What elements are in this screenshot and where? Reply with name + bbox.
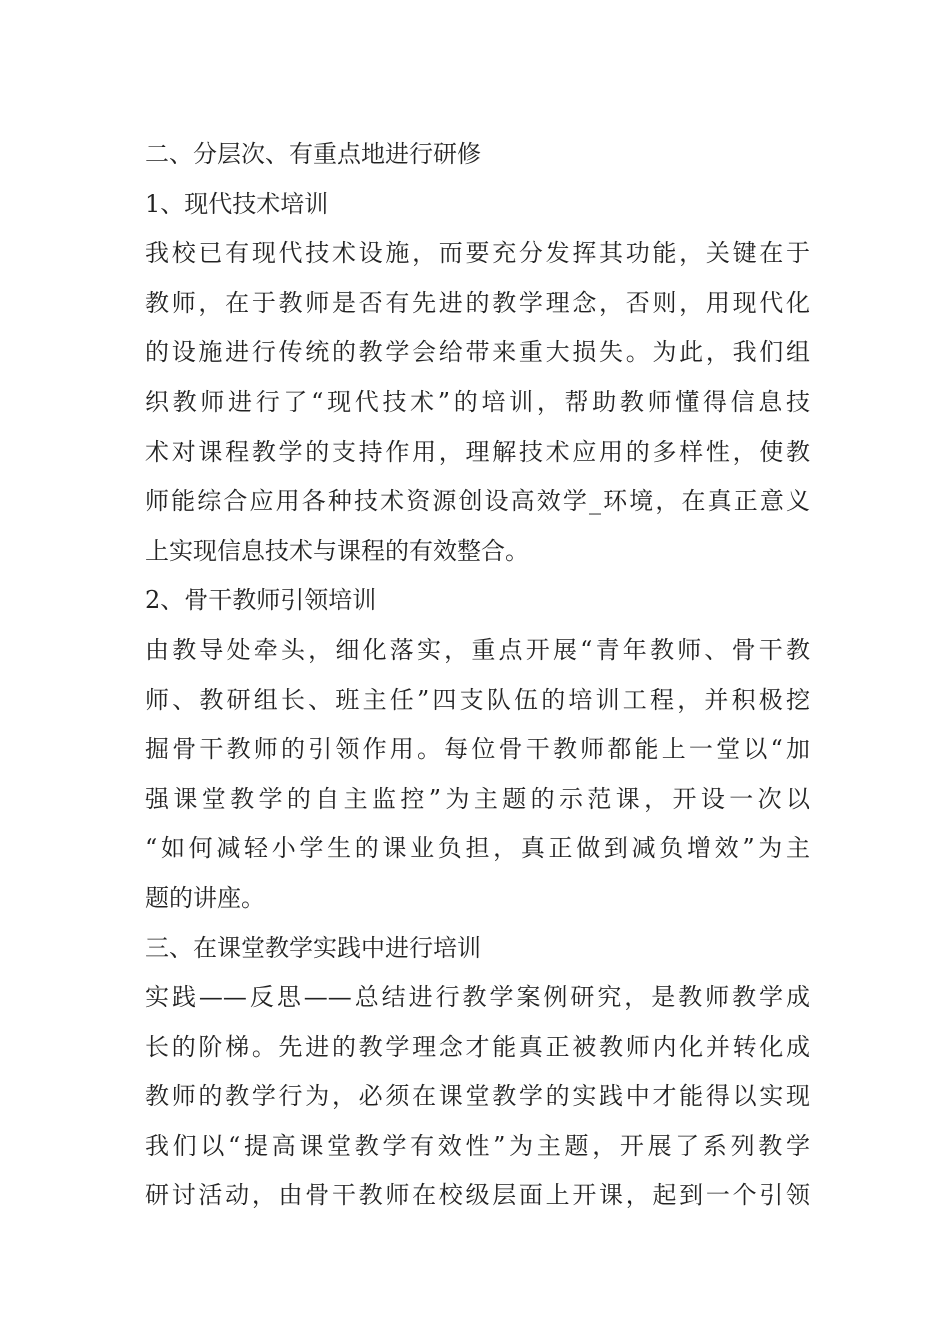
paragraph-line: 我们以“提高课堂教学有效性”为主题，开展了系列教学 bbox=[145, 1131, 810, 1160]
section-heading: 二、分层次、有重点地进行研修 bbox=[145, 140, 481, 168]
paragraph-line: 强课堂教学的自主监控”为主题的示范课，开设一次以 bbox=[145, 784, 810, 813]
section-heading: 三、在课堂教学实践中进行培训 bbox=[145, 933, 481, 962]
paragraph-line: 掘骨干教师的引领作用。每位骨干教师都能上一堂以“加 bbox=[145, 735, 810, 764]
paragraph-line: 的设施进行传统的教学会给带来重大损失。为此，我们组 bbox=[145, 338, 810, 367]
subsection-heading: 1、现代技术培训 bbox=[145, 189, 329, 218]
subsection-heading: 2、骨干教师引领培训 bbox=[145, 586, 377, 615]
paragraph-line: 题的讲座。 bbox=[145, 883, 265, 912]
paragraph-line: “如何减轻小学生的课业负担，真正做到减负增效”为主 bbox=[145, 834, 810, 863]
paragraph-line: 师、教研组长、班主任”四支队伍的培训工程，并积极挖 bbox=[145, 685, 810, 714]
paragraph-line: 教师的教学行为，必须在课堂教学的实践中才能得以实现 bbox=[145, 1082, 810, 1111]
paragraph-line: 我校已有现代技术设施，而要充分发挥其功能，关键在于 bbox=[145, 239, 810, 268]
paragraph-line: 由教导处牵头，细化落实，重点开展“青年教师、骨干教 bbox=[145, 635, 810, 664]
paragraph-line: 教师，在于教师是否有先进的教学理念，否则，用现代化 bbox=[145, 288, 810, 317]
paragraph-line: 师能综合应用各种技术资源创设高效学_环境，在真正意义 bbox=[145, 487, 810, 516]
paragraph-line: 上实现信息技术与课程的有效整合。 bbox=[145, 536, 529, 565]
paragraph-line: 织教师进行了“现代技术”的培训，帮助教师懂得信息技 bbox=[145, 387, 810, 416]
paragraph-line: 长的阶梯。先进的教学理念才能真正被教师内化并转化成 bbox=[145, 1032, 810, 1061]
paragraph-line: 研讨活动，由骨干教师在校级层面上开课，起到一个引领 bbox=[145, 1181, 810, 1210]
paragraph-line: 实践——反思——总结进行教学案例研究，是教师教学成 bbox=[145, 983, 810, 1012]
paragraph-line: 术对课程教学的支持作用，理解技术应用的多样性，使教 bbox=[145, 437, 810, 466]
document-body bbox=[145, 130, 810, 1221]
